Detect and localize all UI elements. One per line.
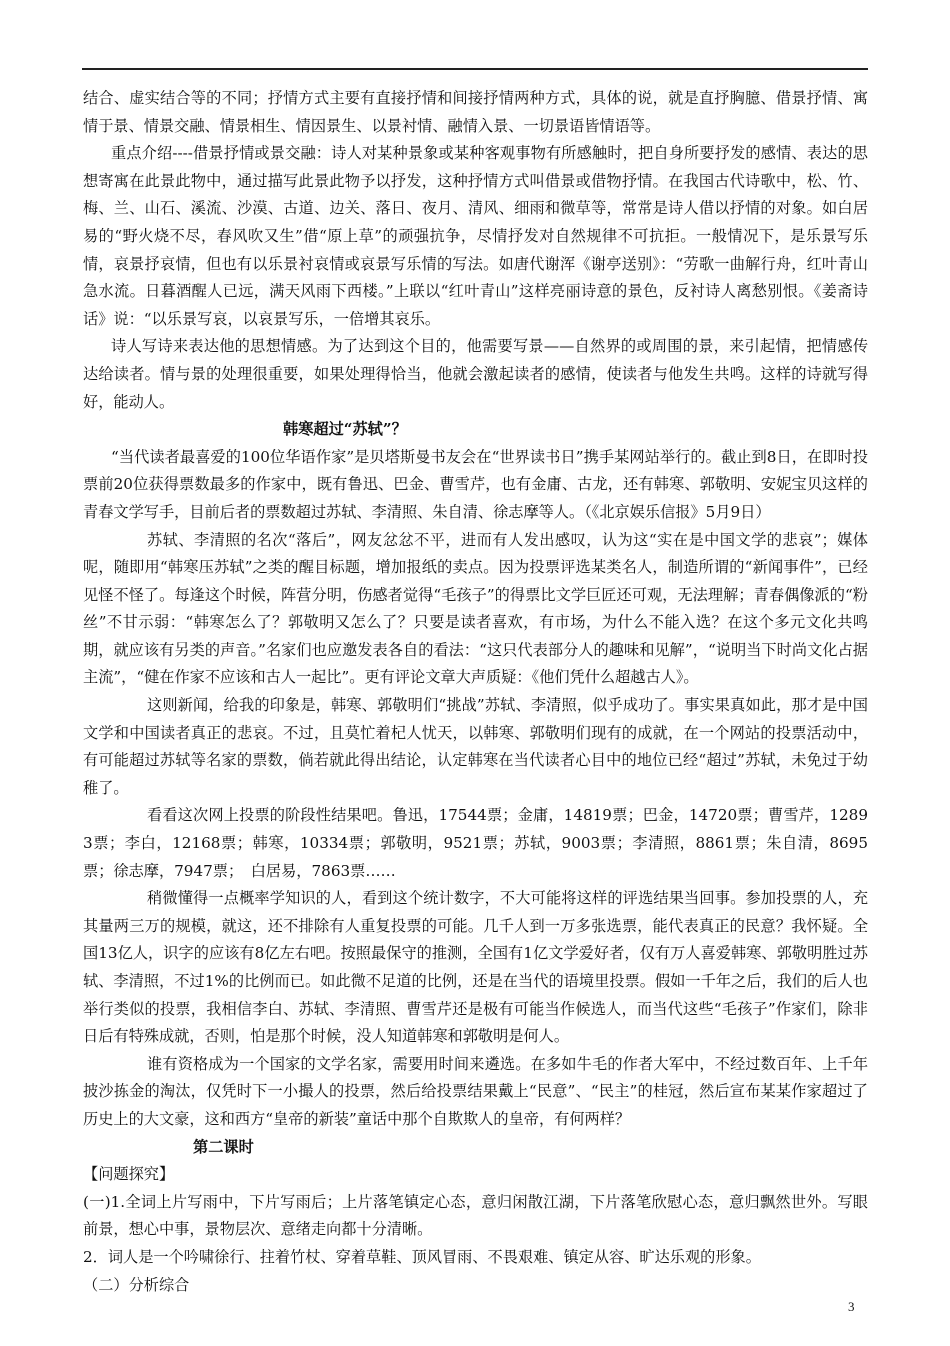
paragraph-vote-results: 看看这次网上投票的阶段性结果吧。鲁迅，17544票；金庸，14819票；巴金，14720票；曹雪芹，12893票；李白，12168票；韩寒，10334票；郭敬明，9521票；苏轼，9003票；李清照，8861票；朱自清，8695票；徐志摩，7947票； 白居易，7863票…… [83, 806, 868, 880]
paragraph-news-lead: “当代读者最喜爱的100位华语作家”是贝塔斯曼书友会在“世界读书日”携手某网站举行的。截止到8日，在即时投票前20位获得票数最多的作家中，既有鲁迅、巴金、曹雪芹，也有金庸、古龙，还有韩寒、郭敬明、安妮宝贝这样的青春文学写手，目前后者的票数超过苏轼、李清照、朱自清、徐志摩等人。（《北京娱乐信报》5月9日） [83, 447, 868, 521]
paragraph-reactions: 苏轼、李清照的名次“落后”，网友忿忿不平，进而有人发出感叹，认为这“实在是中国文学的悲哀”；媒体呢，随即用“韩寒压苏轼”之类的醒目标题，增加报纸的卖点。因为投票评选某类名人，制造所谓的“新闻事件”，已经见怪不怪了。每逢这个时候，阵营分明，伤感者觉得“毛孩子”的得票比文学巨匠还可观，无法理解；青春偶像派的“粉丝”不甘示弱：“韩寒怎么了？郭敬明又怎么了？只要是读者喜欢，有市场，为什么不能入选？在这个多元文化共鸣期，就应该有另类的声音。”名家们也应邀发表各自的看法：“这只代表部分人的趣味和见解”，“说明当下时尚文化占据主流”，“健在作家不应该和古人一起比”。更有评论文章大声质疑：《他们凭什么超越古人》。 [83, 530, 868, 687]
problem-exploration-heading: 【问题探究】 [83, 1165, 175, 1184]
analysis-heading: （二）分析综合 [83, 1275, 190, 1294]
answer-part-one-item-1: (一)1.全词上片写雨中，下片写雨后；上片落笔镇定心态，意归闲散江湖，下片落笔欣慰心态，意归飘然世外。写眼前景，想心中事，景物层次、意绪走向都十分清晰。 [83, 1192, 868, 1239]
section-title-second-lesson: 第二课时 [193, 1137, 254, 1156]
header-rule [82, 68, 868, 70]
paragraph-impression: 这则新闻，给我的印象是，韩寒、郭敬明们“挑战”苏轼、李清照，似乎成功了。事实果真如此，那才是中国文学和中国读者真正的悲哀。不过，且莫忙着杞人忧天，以韩寒、郭敬明们现有的成就，在一个网站的投票活动中，有可能超过苏轼等名家的票数，倘若就此得出结论，认定韩寒在当代读者心目中的地位已经“超过”苏轼，未免过于幼稚了。 [83, 696, 868, 797]
page-number: 3 [848, 1299, 855, 1314]
paragraph-conclusion: 谁有资格成为一个国家的文学名家，需要用时间来遴选。在多如牛毛的作者大军中，不经过数百年、上千年披沙拣金的淘汰，仅凭时下一小撮人的投票，然后给投票结果戴上“民意”、“民主”的桂冠，然后宣布某某作家超过了历史上的大文豪，这和西方“皇帝的新装”童话中那个自欺欺人的皇帝，有何两样？ [83, 1054, 868, 1128]
article-title: 韩寒超过“苏轼”？ [283, 420, 407, 439]
paragraph-key-introduction: 重点介绍----借景抒情或景交融：诗人对某种景象或某种客观事物有所感触时，把自身所要抒发的感情、表达的思想寄寓在此景此物中，通过描写此景此物予以抒发，这种抒情方式叫借景或借物抒情。在我国古代诗歌中，松、竹、梅、兰、山石、溪流、沙漠、古道、边关、落日、夜月、清风、细雨和微草等，常常是诗人借以抒情的对象。如白居易的“野火烧不尽，春风吹又生”借“原上草”的顽强抗争，尽情抒发对自然规律不可抗拒。一般情况下，是乐景写乐情，哀景抒哀情，但也有以乐景衬哀情或哀景写乐情的写法。如唐代谢浑《谢亭送别》：“劳歌一曲解行舟，红叶青山急水流。日暮酒醒人已远，满天风雨下西楼。”上联以“红叶青山”这样亮丽诗意的景色，反衬诗人离愁别恨。《姜斋诗话》说：“以乐景写哀，以哀景写乐，一倍增其哀乐。 [83, 144, 868, 328]
paragraph-poet-expression: 诗人写诗来表达他的思想情感。为了达到这个目的，他需要写景——自然界的或周围的景，来引起情，把情感传达给读者。情与景的处理很重要，如果处理得恰当，他就会激起读者的感情，使读者与他发生共鸣。这样的诗就写得好，能动人。 [83, 337, 868, 411]
paragraph-probability: 稍微懂得一点概率学知识的人，看到这个统计数字，不大可能将这样的评选结果当回事。参加投票的人，充其量两三万的规模，就这，还不排除有人重复投票的可能。几千人到一万多张选票，能代表真正的民意？我怀疑。全国13亿人，识字的应该有8亿左右吧。按照最保守的推测，全国有1亿文学爱好者，仅有万人喜爱韩寒、郭敬明胜过苏轼、李清照，不过1%的比例而已。如此微不足道的比例，还是在当代的语境里投票。假如一千年之后，我们的后人也举行类似的投票，我相信李白、苏轼、李清照、曹雪芹还是极有可能当作候选人，而当代这些“毛孩子”作家们，除非日后有特殊成就，否则，怕是那个时候，没人知道韩寒和郭敬明是何人。 [83, 889, 868, 1046]
paragraph-lyric-methods: 结合、虚实结合等的不同；抒情方式主要有直接抒情和间接抒情两种方式，具体的说，就是直抒胸臆、借景抒情、寓情于景、情景交融、情景相生、情因景生、以景衬情、融情入景、一切景语皆情语等。 [83, 89, 868, 135]
document-body [83, 85, 868, 1299]
answer-part-one-item-2: 2．词人是一个吟啸徐行、拄着竹杖、穿着草鞋、顶风冒雨、不畏艰难、镇定从容、旷达乐观的形象。 [83, 1247, 761, 1266]
